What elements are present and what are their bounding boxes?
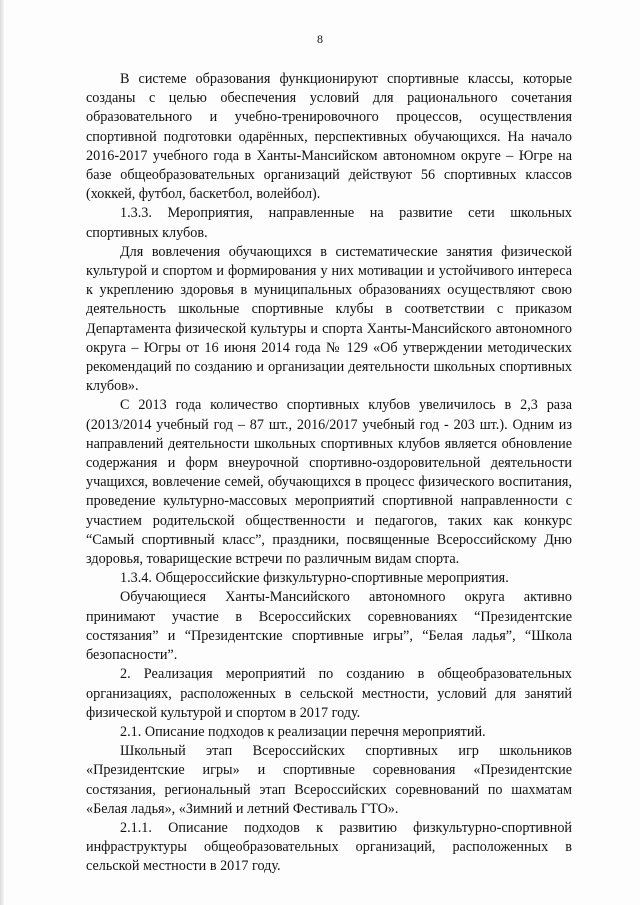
heading-2: 2. Реализация мероприятий по созданию в общеобразовательных организациях, расположенных в сельской местности, условий для занятий физической культурой и спортом в 2017 году. bbox=[86, 666, 572, 721]
paragraph-school-clubs: Для вовлечения обучающихся в систематические занятия физической культурой и спортом и формирования у них мотивации и устойчивого интереса к укреплению здоровья в муниципальных образованиях осуществляют свою деятельность школьные спортивные клубы в соответствии с приказом Департамента физической культуры и спорта Ханты-Мансийского автономного округа – Югры от 16 июня 2014 года № 129 «Об утверждении методических рекомендаций по созданию и организации деятельности школьных спортивных клубов». bbox=[86, 243, 572, 395]
paragraph-school-stage: Школьный этап Всероссийских спортивных игр школьников «Президентские игры» и спортивные соревнования «Президентские состязания, региональный этап Всероссийских соревнований по шахматам «Белая ладья», «Зимний и летний Фестиваль ГТО». bbox=[86, 743, 572, 817]
heading-1-3-3: 1.3.3. Мероприятия, направленные на развитие сети школьных спортивных клубов. bbox=[86, 205, 572, 241]
paragraph-club-growth: С 2013 года количество спортивных клубов увеличилось в 2,3 раза (2013/2014 учебный год – 87 шт., 2016/2017 учебный год - 203 шт.). Одним из направлений деятельности школьных спортивных клубов является обновление содержания и форм внеурочной спортивно-оздоровительной деятельности учащихся, вовлечение семей, обучающихся в процесс физического воспитания, проведение культурно-массовых мероприятий спортивной направленности с участием родительской общественности и педагогов, таких как конкурс “Самый спортивный класс”, праздники, посвященные Всероссийскому Дню здоровья, товарищеские встречи по различным видам спорта. bbox=[86, 397, 572, 568]
heading-2-1: 2.1. Описание подходов к реализации перечня мероприятий. bbox=[120, 723, 486, 740]
paragraph-competitions: Обучающиеся Ханты-Мансийского автономного округа активно принимают участие в Всероссийских соревнованиях “Президентские состязания” и “Президентские спортивные игры”, “Белая ладья”, “Школа безопасности”. bbox=[86, 589, 572, 664]
scan-edge bbox=[0, 0, 4, 905]
heading-1-3-4: 1.3.4. Общероссийские физкультурно-спортивные мероприятия. bbox=[120, 570, 509, 587]
paragraph-sport-classes: В системе образования функционируют спортивные классы, которые созданы с целью обеспечения условий для рационального сочетания образовательного и учебно-тренировочного процессов, осуществления спортивной подготовки одарённых, перспективных обучающихся. На начало 2016-2017 учебного года в Ханты-Мансийском автономном округе – Югре на базе общеобразовательных организаций действуют 56 спортивных классов (хоккей, футбол, баскетбол, волейбол). bbox=[86, 71, 572, 203]
document-body bbox=[86, 70, 572, 877]
heading-2-1-1: 2.1.1. Описание подходов к развитию физкультурно-спортивной инфраструктуры общеобразовательных организаций, расположенных в сельской местности в 2017 году. bbox=[86, 819, 572, 875]
page-number: 8 bbox=[317, 32, 323, 46]
